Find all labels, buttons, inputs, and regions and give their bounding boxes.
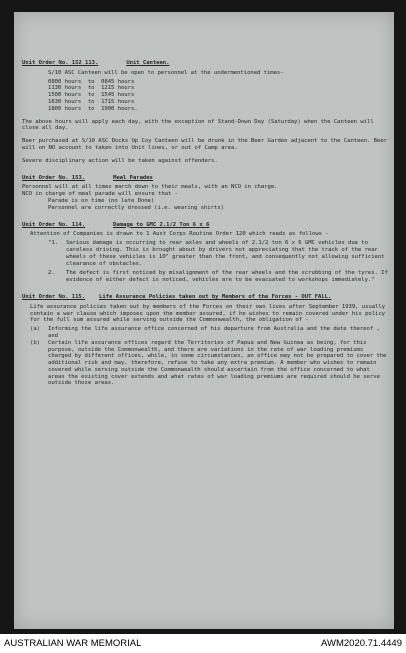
order-subline: Parade is on time (no late Done) [48,197,155,204]
item-number: (b) [30,339,40,346]
order-subline: Personnel are correctly dressed (i.e. wearing shirts) [48,204,224,211]
order-heading [22,60,388,67]
document-page [14,12,394,629]
order-paragraph: Beer purchased at S/10 ASC Docks Op Coy Canteen will be drunk in the Beer Garden adjacent to the Canteen. Beer will on NO account to taken into Unit lines, or out of Camp area. [22,138,391,151]
item-text: The defect is first noticed by misalignment of the rear wheels and the scrubbing of the tyres. If evidence of either defect is noticed, vehicles are to be evacuated to workshops immediately." [66,270,392,284]
order-number: Unit Order No. 153. [22,174,86,181]
order-heading [22,222,388,229]
order-number: Unit Order No. 115. [22,293,86,300]
order-subject: Life Assurance Policies taken out by Members of the Forces - OUT FALL. [99,293,332,300]
order-heading [22,294,388,301]
order-heading [22,175,388,182]
order-paragraph: The above hours will apply each day, with the exception of Stand-Down Day (Saturday) when the Canteen will close all day. [22,118,378,132]
order-number: Unit Order No. 152 113. [22,60,99,66]
item-number: 2. [48,270,55,277]
order-intro: Attention of Companies is drawn to 1 Aust Corps Routine Order 120 which reads as follows - [30,231,329,238]
archive-footer [0,634,406,653]
order-paragraph: NCO in charge of meal parade will ensure that - [22,191,178,198]
order-subject: Meal Parades [113,174,153,181]
item-text: Serious damage is occurring to rear axles and wheels of 2.1/2 ton 6 x 6 GMC vehicles due to careless driving. This is brought about by drivers not appreciating that the track of the rear wheels of these vehicles is 10" greater than the front, and consequently not allowing sufficient clearance of obstacles. [66,240,388,267]
canteen-schedule [48,79,388,113]
footer-accession-number: AWM2020.71.4449 [321,638,402,649]
item-number: "1. [48,240,58,247]
order-subject: Damage to GMC 2.1/2 Ton 6 x 6 [113,221,210,228]
schedule-line: 1630 hours to 1715 hours [48,98,135,105]
item-text: Informing the life assurance office concerned of his departure from Australia and the date thereof , and [48,326,384,339]
order-intro: S/10 ASC Canteen will be open to personnel at the undermentioned times- [48,69,284,76]
order-item [48,270,392,284]
order-number: Unit Order No. 114. [22,221,86,228]
item-text: Certain life assurance offices regard the Territories of Papua and New Guinea as being, for this purpose, outside the Commonwealth, and there are variations in the rate of war loading premiums charged by different offices, while, in some circumstances, an office may not be prepared to cover the additional risk and may, therefore, refuse to take any extra premium. A member who wishes to remain covered while serving outside the Commonwealth should ascertain from the office concerned to what areas the existing cover extends and what rates of war loading premiums are required should he serve outside those areas. [48,339,390,387]
footer-institution: AUSTRALIAN WAR MEMORIAL [4,638,142,649]
schedule-line: 1130 hours to 1215 hours [48,85,135,92]
order-item [30,340,388,388]
order-item [30,326,388,340]
order-item [48,240,388,267]
order-subject: Unit Canteen. [126,60,170,66]
order-intro: Life assurance policies taken out by members of the Forces on their own lives after September 1939, usually contain a war clause which imposes upon the member assured, if he wishes to remain covered under his policy for the full sum assured while serving outside the Commonwealth, the obligation of - [30,303,389,324]
document-body [22,56,392,387]
order-paragraph: Personnel will at all times march down to their meals, with an NCO in charge. [22,184,278,191]
schedule-line: 0800 hours to 0845 hours [48,78,135,85]
item-number: (a) [30,326,40,333]
order-paragraph: Severe disciplinary action will be taken against offenders. [22,157,218,164]
schedule-line: 1800 hours to 1900 hours. [48,105,138,112]
schedule-line: 1500 hours to 1545 hours [48,92,135,99]
